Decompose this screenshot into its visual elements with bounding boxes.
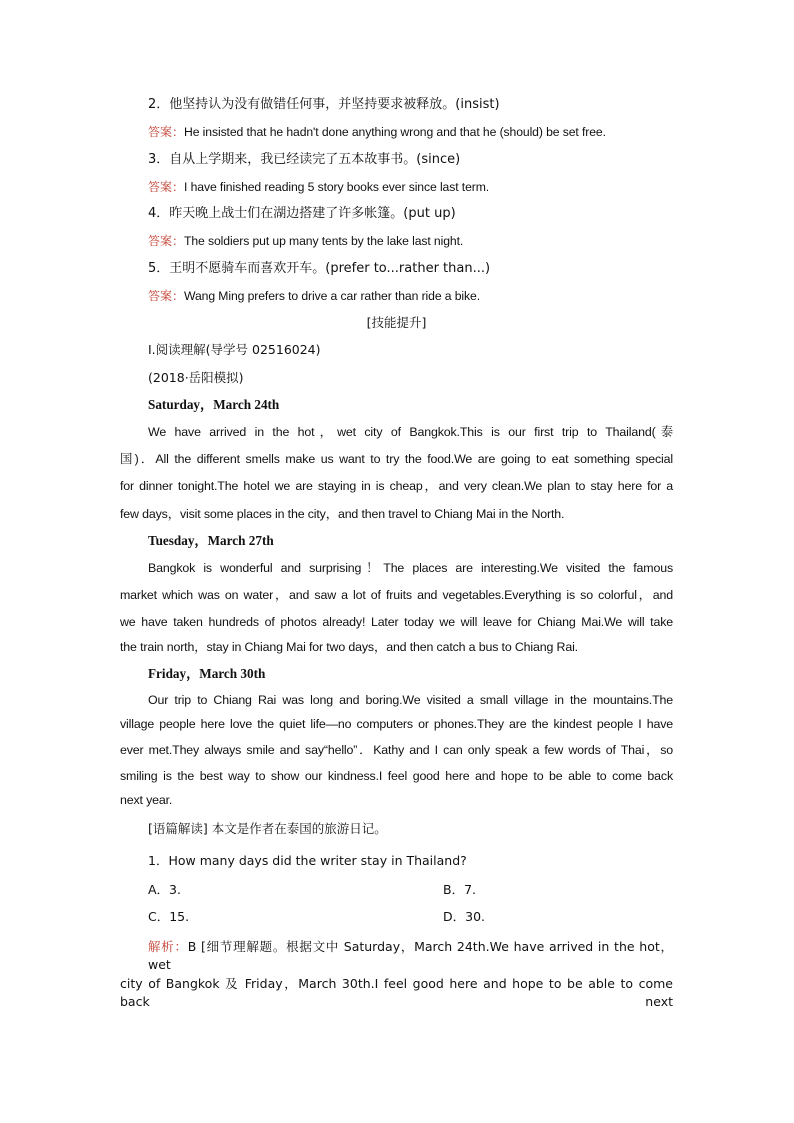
- entry2-line-1: [148, 559, 673, 577]
- entry1-line-3: [120, 477, 673, 495]
- entry1-line-2: [120, 450, 673, 468]
- entry2-text: market which was on water，and saw a lot of fruits and vegetables.Everything is so colorful，and: [120, 588, 673, 602]
- entry3-line-1: [148, 691, 673, 709]
- explanation-label: 解析：: [148, 939, 188, 954]
- entry-date-2: Tuesday，March 27th: [148, 533, 274, 548]
- answer-text: He insisted that he hadn't done anything wrong and that he (should) be set free.: [184, 125, 606, 139]
- question-3: [148, 151, 460, 169]
- answer-2: [148, 123, 606, 141]
- section-title: [技能提升]: [366, 315, 427, 330]
- entry2-line-3: [120, 613, 673, 631]
- question-number: 4．: [148, 206, 170, 221]
- entry-date-1: Saturday，March 24th: [148, 397, 280, 412]
- entry3-line-2: [120, 715, 673, 733]
- entry2-text: we have taken hundreds of photos already! Later today we will leave for Chiang Mai.We will take: [120, 615, 673, 629]
- answer-text: Wang Ming prefers to drive a car rather than ride a bike.: [184, 289, 480, 303]
- explanation-text: B [细节理解题。根据文中 Saturday，March 24th.We have arrived in the hot，wet: [148, 939, 673, 972]
- entry3-line-3: [120, 741, 673, 759]
- entry1-text: We have arrived in the hot，wet city of Bangkok.This is our first trip to Thailand(泰: [148, 425, 673, 439]
- entry3-text: Our trip to Chiang Rai was long and boring.We visited a small village in the mountains.The: [148, 693, 673, 707]
- explanation-text: city of Bangkok 及 Friday，March 30th.I feel good here and hope to be able to come back next: [120, 976, 673, 1009]
- answer-text: The soldiers put up many tents by the lake last night.: [184, 234, 464, 248]
- entry-date-3: Friday，March 30th: [148, 666, 266, 681]
- source-note: (2018·岳阳模拟): [148, 370, 244, 385]
- answer-3: [148, 178, 489, 196]
- entry3-text: village people here love the quiet life—no computers or phones.They are the kindest people I have: [120, 717, 673, 731]
- text-analysis: [语篇解读] 本文是作者在泰国的旅游日记。: [148, 821, 387, 836]
- answer-5: [148, 287, 480, 305]
- answer-4: [148, 232, 463, 250]
- question-number: 5．: [148, 261, 170, 276]
- answer-text: I have finished reading 5 story books ever since last term.: [184, 180, 490, 194]
- answer-label: 答案：: [148, 289, 185, 303]
- question-4: [148, 205, 456, 223]
- question-5: [148, 260, 490, 278]
- entry2-line-4: the train north，stay in Chiang Mai for two days，and then catch a bus to Chiang Rai.: [120, 640, 578, 654]
- option-d: D．30.: [443, 909, 486, 924]
- question-text: 昨天晚上战士们在湖边搭建了许多帐篷。(put up): [169, 206, 456, 221]
- answer-label: 答案：: [148, 234, 185, 248]
- entry2-line-2: [120, 586, 673, 604]
- reading-header: Ⅰ.阅读理解(导学号 02516024): [148, 342, 321, 357]
- option-b: B．7.: [443, 882, 477, 897]
- option-c: C．15.: [148, 909, 190, 924]
- question-number: 3．: [148, 152, 170, 167]
- question-text: 王明不愿骑车而喜欢开车。(prefer to...rather than...): [169, 261, 491, 276]
- entry3-text: ever met.They always smile and say“hello”．Kathy and I can only speak a few words of Thai，so: [120, 743, 673, 757]
- entry3-line-5: next year.: [120, 793, 173, 807]
- entry3-line-4: [120, 767, 673, 785]
- entry2-text: Bangkok is wonderful and surprising！The places are interesting.We visited the famous: [148, 561, 673, 575]
- explanation-line-1: [148, 938, 673, 974]
- question-text: 自从上学期来，我已经读完了五本故事书。(since): [169, 152, 461, 167]
- answer-label: 答案：: [148, 180, 185, 194]
- answer-label: 答案：: [148, 125, 185, 139]
- entry3-text: smiling is the best way to show our kindness.I feel good here and hope to be able to come back: [120, 769, 673, 783]
- question-number: 2．: [148, 97, 170, 112]
- option-a: A．3.: [148, 882, 181, 897]
- entry1-line-4: few days，visit some places in the city，and then travel to Chiang Mai in the North.: [120, 507, 565, 521]
- question-1-stem: 1．How many days did the writer stay in Thailand?: [148, 853, 467, 868]
- entry1-line-1: [148, 423, 673, 441]
- entry1-text: 国)．All the different smells make us want to try the food.We are going to eat something special: [120, 452, 673, 466]
- entry1-text: for dinner tonight.The hotel we are staying in is cheap，and very clean.We plan to stay here for a: [120, 479, 673, 493]
- question-text: 他坚持认为没有做错任何事，并坚持要求被释放。(insist): [169, 97, 500, 112]
- question-2: [148, 96, 500, 114]
- explanation-line-2: [120, 975, 673, 1011]
